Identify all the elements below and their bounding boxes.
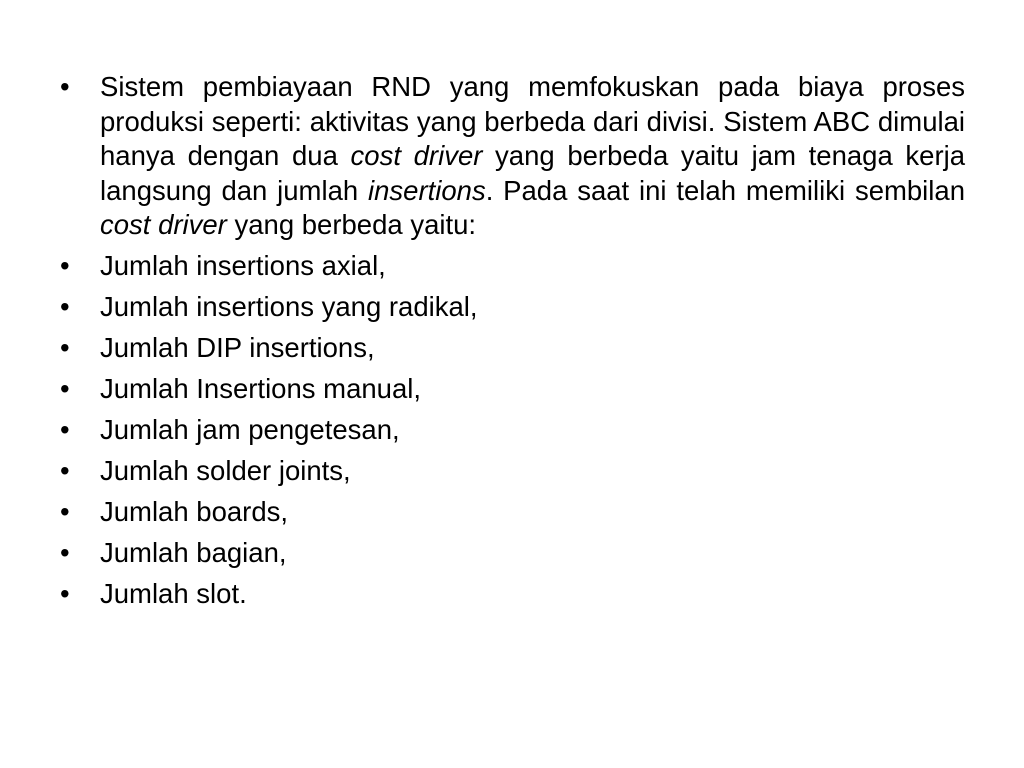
list-item-text: Jumlah insertions axial, — [100, 250, 386, 281]
bullet-icon: • — [60, 578, 70, 609]
list-item — [60, 331, 965, 366]
list-item-text: Jumlah boards, — [100, 496, 289, 527]
list-item-text: Jumlah DIP insertions, — [100, 332, 375, 363]
intro-text-3: . Pada saat ini telah memiliki sembilan — [485, 174, 965, 206]
bullet-icon: • — [60, 332, 70, 363]
bullet-icon: • — [60, 373, 70, 404]
list-item — [60, 536, 965, 571]
list-item — [60, 495, 965, 530]
list-item-text: Jumlah slot. — [100, 578, 247, 609]
bullet-icon: • — [60, 71, 70, 102]
intro-term-cost-driver-1: cost driver — [350, 140, 483, 171]
intro-term-cost-driver-2: cost driver — [100, 209, 227, 240]
list-item-text: Jumlah Insertions manual, — [100, 373, 421, 404]
list-item — [60, 413, 965, 448]
bullet-icon: • — [60, 414, 70, 445]
bullet-icon: • — [60, 250, 70, 281]
list-item — [60, 372, 965, 407]
intro-text-2: yang berbeda yaitu jam tenaga kerja langsung dan jumlah — [100, 140, 966, 206]
bullet-icon: • — [60, 496, 70, 527]
list-item-text: Jumlah jam pengetesan, — [100, 414, 400, 445]
list-item — [60, 249, 965, 284]
bullet-list — [60, 70, 965, 618]
intro-paragraph — [60, 70, 965, 243]
list-item-text: Jumlah insertions yang radikal, — [100, 291, 478, 322]
list-item — [60, 290, 965, 325]
list-item-text: Jumlah solder joints, — [100, 455, 351, 486]
intro-text-1: Sistem pembiayaan RND yang memfokuskan pada biaya proses produksi seperti: aktivitas yang berbeda dari divisi. Sistem ABC dimulai hanya dengan dua — [100, 71, 965, 171]
intro-text-4: yang berbeda yaitu: — [226, 209, 477, 240]
list-item-text: Jumlah bagian, — [100, 537, 287, 568]
list-item — [60, 454, 965, 489]
bullet-icon: • — [60, 537, 70, 568]
bullet-icon: • — [60, 291, 70, 322]
list-item — [60, 577, 965, 612]
bullet-icon: • — [60, 455, 70, 486]
intro-term-insertions: insertions — [368, 174, 486, 206]
